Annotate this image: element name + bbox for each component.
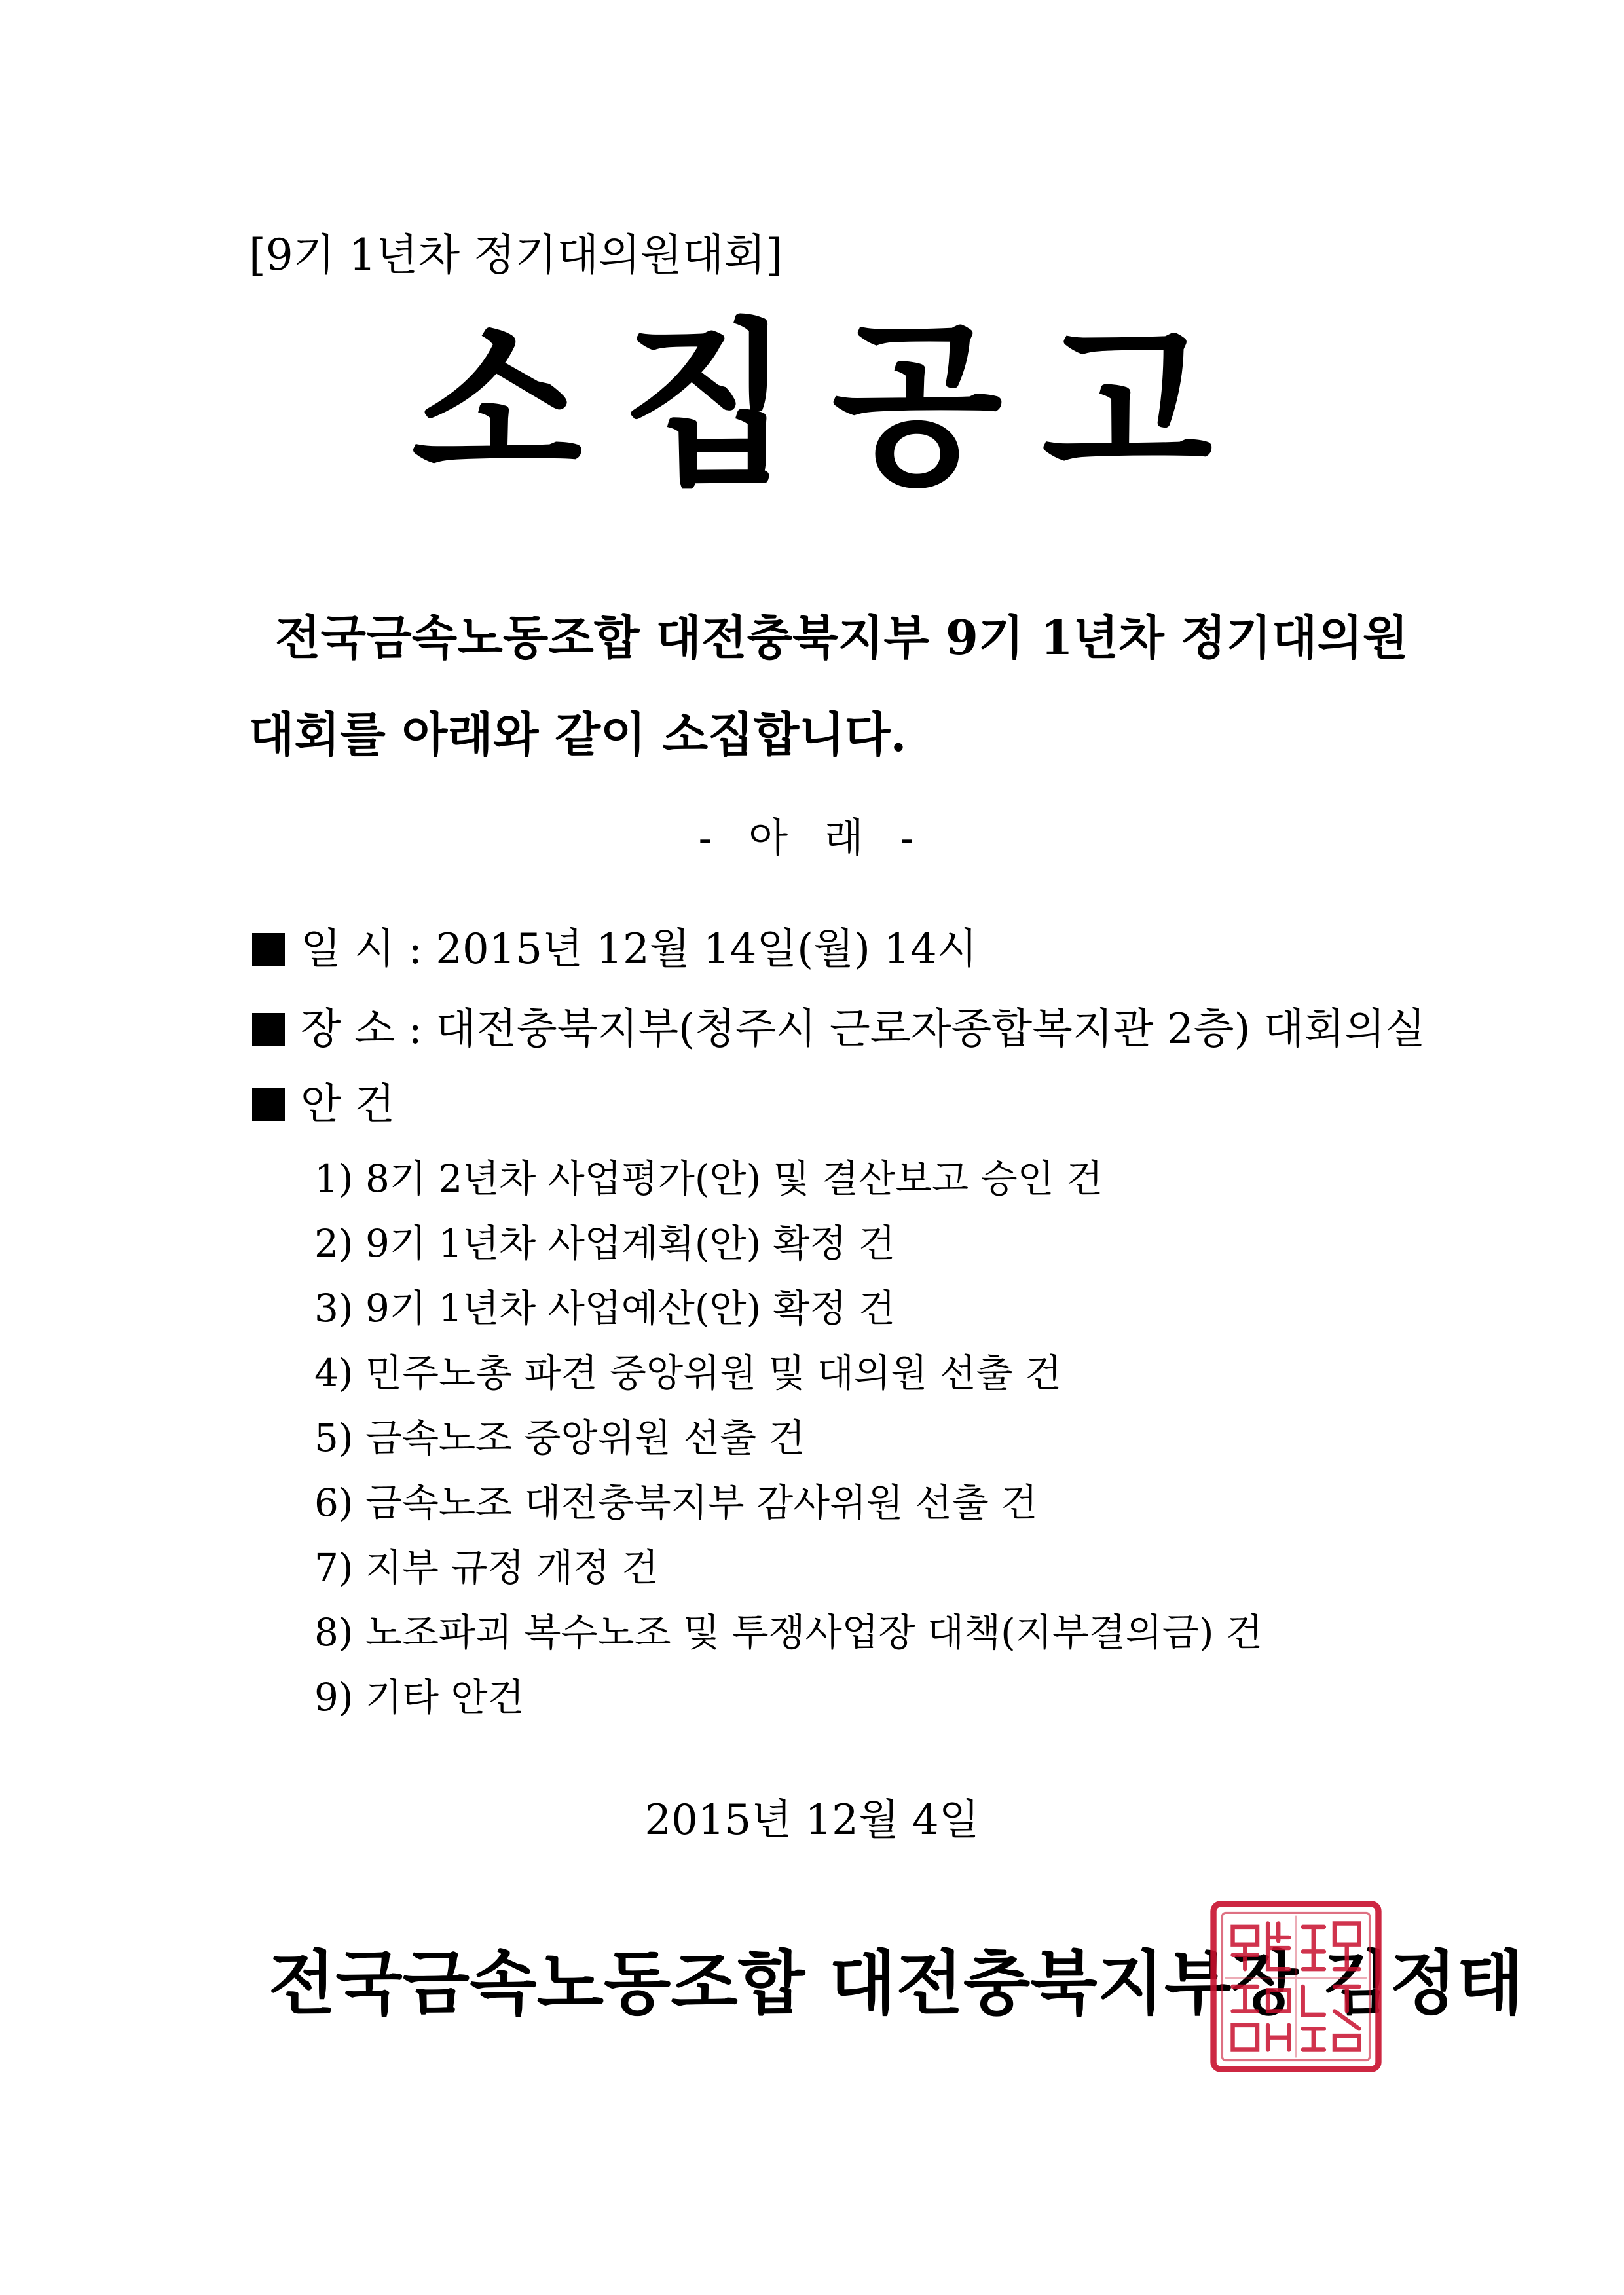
agenda-item: 6) 금속노조 대전충북지부 감사위원 선출 건: [314, 1480, 1038, 1525]
notice-date: 2015년 12월 4일: [644, 1796, 980, 1845]
intro-line-1: 전국금속노동조합 대전충북지부 9기 1년차 정기대의원: [275, 610, 1409, 665]
agenda-list: [314, 1149, 1263, 1733]
below-heading: - 아 래 -: [698, 814, 926, 862]
agenda-item: 9) 기타 안건: [314, 1675, 525, 1719]
field-agenda: [252, 1075, 395, 1134]
intro-line-2: 대회를 아래와 같이 소집합니다.: [249, 707, 907, 762]
agenda-item: 7) 지부 규정 개정 건: [314, 1545, 659, 1590]
square-bullet-icon: [252, 1013, 285, 1046]
field-datetime: [252, 920, 978, 979]
square-bullet-icon: [252, 1088, 285, 1121]
agenda-item: 4) 민주노총 파견 중앙위원 및 대의원 선출 건: [314, 1351, 1062, 1395]
square-bullet-icon: [252, 933, 285, 966]
document-subtitle: [9기 1년차 정기대의원대회]: [249, 230, 783, 280]
agenda-item: 5) 금속노조 중앙위원 선출 건: [314, 1416, 805, 1460]
red-official-seal-icon: [1208, 1899, 1384, 2074]
datetime-text: 일 시 : 2015년 12월 14일(월) 14시: [301, 925, 978, 974]
signature-line: 전국금속노동조합 대전충북지부장 김정태: [268, 1943, 1524, 2024]
location-text: 장 소 : 대전충북지부(청주시 근로자종합복지관 2층) 대회의실: [301, 1005, 1426, 1054]
agenda-item: 8) 노조파괴 복수노조 및 투쟁사업장 대책(지부결의금) 건: [314, 1610, 1263, 1655]
page-title: 소집공고: [411, 303, 1252, 509]
agenda-item: 2) 9기 1년차 사업계획(안) 확정 건: [314, 1221, 896, 1266]
agenda-item: 3) 9기 1년차 사업예산(안) 확정 건: [314, 1286, 896, 1331]
intro-paragraph: [249, 589, 1409, 783]
agenda-item: 1) 8기 2년차 사업평가(안) 및 결산보고 승인 건: [314, 1156, 1103, 1201]
field-location: [252, 1000, 1426, 1059]
agenda-heading: 안 건: [301, 1080, 395, 1129]
